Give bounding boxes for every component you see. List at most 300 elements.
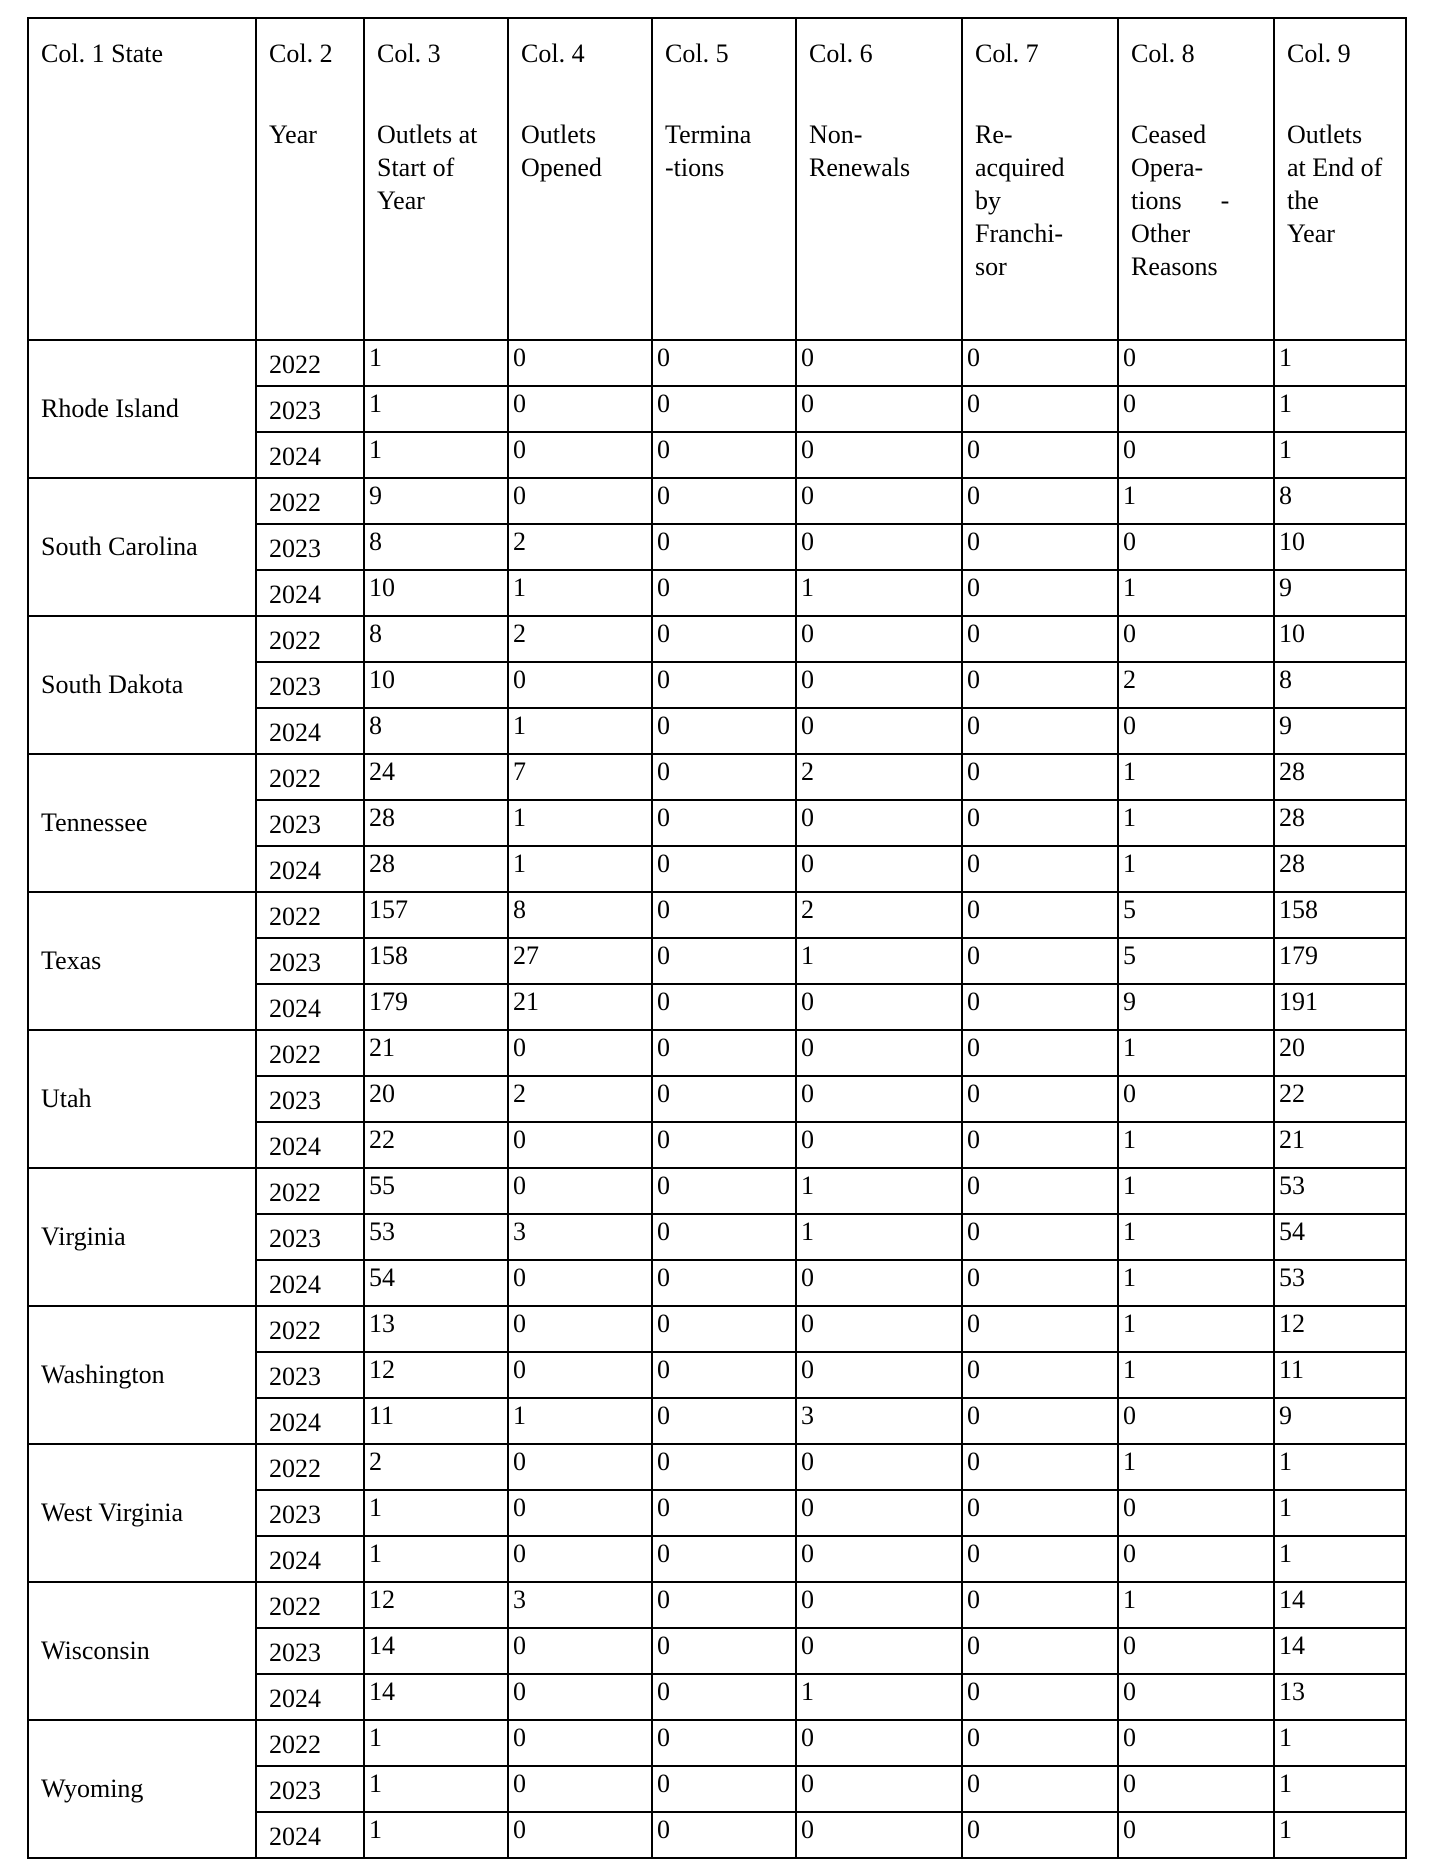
- value-cell-col-7: 0: [962, 1490, 1118, 1536]
- value-cell-col-8: 2: [1118, 662, 1274, 708]
- value-cell-col-3: 12: [364, 1352, 508, 1398]
- value-cell-col-4: 1: [508, 846, 652, 892]
- value-cell-col-8: 0: [1118, 524, 1274, 570]
- value-cell-col-7: 0: [962, 846, 1118, 892]
- value-cell-col-6: 0: [796, 1582, 962, 1628]
- value-cell-col-5: 0: [652, 1352, 796, 1398]
- value-cell-col-4: 0: [508, 1260, 652, 1306]
- value-cell-col-4: 0: [508, 1030, 652, 1076]
- year-cell: 2023: [256, 524, 364, 570]
- value-cell-col-6: 3: [796, 1398, 962, 1444]
- value-cell-col-9: 1: [1274, 1720, 1406, 1766]
- value-cell-col-4: 0: [508, 432, 652, 478]
- value-cell-col-4: 1: [508, 708, 652, 754]
- value-cell-col-7: 0: [962, 478, 1118, 524]
- value-cell-col-4: 0: [508, 662, 652, 708]
- state-name: Texas: [28, 892, 256, 1030]
- value-cell-col-3: 28: [364, 846, 508, 892]
- value-cell-col-5: 0: [652, 938, 796, 984]
- value-cell-col-8: 0: [1118, 616, 1274, 662]
- value-cell-col-8: 0: [1118, 340, 1274, 386]
- year-cell: 2024: [256, 1536, 364, 1582]
- value-cell-col-9: 158: [1274, 892, 1406, 938]
- table-header: [28, 18, 1406, 340]
- value-cell-col-3: 53: [364, 1214, 508, 1260]
- value-cell-col-5: 0: [652, 616, 796, 662]
- value-cell-col-8: 0: [1118, 1490, 1274, 1536]
- value-cell-col-3: 1: [364, 1536, 508, 1582]
- value-cell-col-3: 8: [364, 524, 508, 570]
- value-cell-col-5: 0: [652, 846, 796, 892]
- column-title: Col. 8: [1131, 39, 1195, 68]
- table-row: [28, 1582, 1406, 1628]
- value-cell-col-6: 0: [796, 1812, 962, 1858]
- value-cell-col-4: 2: [508, 616, 652, 662]
- year-cell: 2024: [256, 846, 364, 892]
- value-cell-col-8: 0: [1118, 1076, 1274, 1122]
- value-cell-col-7: 0: [962, 800, 1118, 846]
- value-cell-col-9: 14: [1274, 1582, 1406, 1628]
- value-cell-col-4: 0: [508, 340, 652, 386]
- value-cell-col-6: 0: [796, 1490, 962, 1536]
- value-cell-col-7: 0: [962, 340, 1118, 386]
- value-cell-col-5: 0: [652, 1812, 796, 1858]
- column-title: Col. 3: [377, 39, 441, 68]
- table-row: [28, 754, 1406, 800]
- year-cell: 2024: [256, 1122, 364, 1168]
- year-cell: 2023: [256, 1766, 364, 1812]
- value-cell-col-5: 0: [652, 432, 796, 478]
- value-cell-col-7: 0: [962, 1398, 1118, 1444]
- header-row: [28, 18, 1406, 340]
- state-name: South Dakota: [28, 616, 256, 754]
- value-cell-col-5: 0: [652, 524, 796, 570]
- value-cell-col-3: 158: [364, 938, 508, 984]
- column-title: Col. 1 State: [41, 39, 164, 68]
- value-cell-col-4: 2: [508, 1076, 652, 1122]
- value-cell-col-8: 1: [1118, 1214, 1274, 1260]
- value-cell-col-9: 1: [1274, 340, 1406, 386]
- table-row: [28, 1720, 1406, 1766]
- value-cell-col-9: 20: [1274, 1030, 1406, 1076]
- year-cell: 2024: [256, 570, 364, 616]
- value-cell-col-7: 0: [962, 386, 1118, 432]
- value-cell-col-3: 1: [364, 432, 508, 478]
- column-header-2: [256, 18, 364, 340]
- column-header-4: [508, 18, 652, 340]
- value-cell-col-8: 0: [1118, 708, 1274, 754]
- value-cell-col-4: 2: [508, 524, 652, 570]
- value-cell-col-8: 0: [1118, 1766, 1274, 1812]
- value-cell-col-5: 0: [652, 1076, 796, 1122]
- column-description: Outlets at End of the Year: [1287, 120, 1383, 248]
- column-header-8: [1118, 18, 1274, 340]
- value-cell-col-5: 0: [652, 1628, 796, 1674]
- column-header-1: [28, 18, 256, 340]
- column-description: Outlets at Start of Year: [377, 120, 478, 215]
- value-cell-col-7: 0: [962, 1076, 1118, 1122]
- value-cell-col-3: 24: [364, 754, 508, 800]
- value-cell-col-7: 0: [962, 1122, 1118, 1168]
- value-cell-col-8: 1: [1118, 1260, 1274, 1306]
- value-cell-col-4: 0: [508, 1720, 652, 1766]
- year-cell: 2023: [256, 1628, 364, 1674]
- state-name: Rhode Island: [28, 340, 256, 478]
- value-cell-col-7: 0: [962, 1444, 1118, 1490]
- value-cell-col-9: 53: [1274, 1260, 1406, 1306]
- value-cell-col-4: 0: [508, 386, 652, 432]
- value-cell-col-4: 0: [508, 1306, 652, 1352]
- year-cell: 2023: [256, 938, 364, 984]
- value-cell-col-6: 0: [796, 846, 962, 892]
- value-cell-col-8: 1: [1118, 478, 1274, 524]
- value-cell-col-5: 0: [652, 754, 796, 800]
- column-description: Non- Renewals: [809, 120, 911, 182]
- value-cell-col-4: 0: [508, 1536, 652, 1582]
- value-cell-col-9: 21: [1274, 1122, 1406, 1168]
- value-cell-col-9: 22: [1274, 1076, 1406, 1122]
- value-cell-col-9: 10: [1274, 524, 1406, 570]
- value-cell-col-8: 1: [1118, 846, 1274, 892]
- value-cell-col-9: 28: [1274, 754, 1406, 800]
- table-row: [28, 616, 1406, 662]
- value-cell-col-5: 0: [652, 1536, 796, 1582]
- value-cell-col-8: 0: [1118, 1720, 1274, 1766]
- value-cell-col-4: 27: [508, 938, 652, 984]
- value-cell-col-6: 0: [796, 1306, 962, 1352]
- year-cell: 2022: [256, 616, 364, 662]
- year-cell: 2023: [256, 662, 364, 708]
- value-cell-col-9: 28: [1274, 846, 1406, 892]
- value-cell-col-9: 1: [1274, 386, 1406, 432]
- column-description: Outlets Opened: [521, 120, 602, 182]
- value-cell-col-4: 0: [508, 1352, 652, 1398]
- value-cell-col-3: 179: [364, 984, 508, 1030]
- column-title: Col. 2: [269, 39, 333, 68]
- state-name: Tennessee: [28, 754, 256, 892]
- state-name: Wisconsin: [28, 1582, 256, 1720]
- state-name: South Carolina: [28, 478, 256, 616]
- value-cell-col-6: 2: [796, 892, 962, 938]
- year-cell: 2022: [256, 1030, 364, 1076]
- year-cell: 2024: [256, 708, 364, 754]
- value-cell-col-5: 0: [652, 1444, 796, 1490]
- value-cell-col-6: 1: [796, 938, 962, 984]
- value-cell-col-9: 8: [1274, 662, 1406, 708]
- value-cell-col-3: 11: [364, 1398, 508, 1444]
- value-cell-col-7: 0: [962, 1582, 1118, 1628]
- value-cell-col-5: 0: [652, 1398, 796, 1444]
- value-cell-col-8: 0: [1118, 1398, 1274, 1444]
- value-cell-col-6: 1: [796, 1674, 962, 1720]
- value-cell-col-5: 0: [652, 1306, 796, 1352]
- value-cell-col-8: 0: [1118, 432, 1274, 478]
- value-cell-col-8: 5: [1118, 938, 1274, 984]
- year-cell: 2023: [256, 800, 364, 846]
- column-description: Re- acquired by Franchi- sor: [975, 120, 1065, 281]
- value-cell-col-3: 54: [364, 1260, 508, 1306]
- value-cell-col-9: 1: [1274, 1490, 1406, 1536]
- value-cell-col-6: 0: [796, 1260, 962, 1306]
- value-cell-col-5: 0: [652, 1674, 796, 1720]
- year-cell: 2024: [256, 1812, 364, 1858]
- value-cell-col-6: 0: [796, 1076, 962, 1122]
- value-cell-col-9: 12: [1274, 1306, 1406, 1352]
- value-cell-col-5: 0: [652, 1260, 796, 1306]
- year-cell: 2024: [256, 1674, 364, 1720]
- value-cell-col-7: 0: [962, 938, 1118, 984]
- value-cell-col-9: 10: [1274, 616, 1406, 662]
- value-cell-col-3: 1: [364, 340, 508, 386]
- state-name: Virginia: [28, 1168, 256, 1306]
- value-cell-col-6: 0: [796, 432, 962, 478]
- value-cell-col-9: 9: [1274, 708, 1406, 754]
- value-cell-col-8: 1: [1118, 1444, 1274, 1490]
- value-cell-col-4: 1: [508, 1398, 652, 1444]
- table-row: [28, 478, 1406, 524]
- value-cell-col-3: 12: [364, 1582, 508, 1628]
- value-cell-col-6: 0: [796, 524, 962, 570]
- value-cell-col-4: 0: [508, 1122, 652, 1168]
- value-cell-col-8: 1: [1118, 1122, 1274, 1168]
- value-cell-col-8: 1: [1118, 1352, 1274, 1398]
- value-cell-col-9: 1: [1274, 1766, 1406, 1812]
- table-row: [28, 1306, 1406, 1352]
- year-cell: 2022: [256, 892, 364, 938]
- value-cell-col-9: 1: [1274, 432, 1406, 478]
- value-cell-col-7: 0: [962, 1812, 1118, 1858]
- state-name: Utah: [28, 1030, 256, 1168]
- value-cell-col-5: 0: [652, 892, 796, 938]
- value-cell-col-6: 0: [796, 1628, 962, 1674]
- column-description: Ceased Opera- tions - Other Reasons: [1131, 120, 1230, 281]
- value-cell-col-7: 0: [962, 1214, 1118, 1260]
- year-cell: 2022: [256, 1582, 364, 1628]
- value-cell-col-5: 0: [652, 1490, 796, 1536]
- value-cell-col-4: 7: [508, 754, 652, 800]
- value-cell-col-8: 1: [1118, 1582, 1274, 1628]
- value-cell-col-7: 0: [962, 1030, 1118, 1076]
- column-header-6: [796, 18, 962, 340]
- value-cell-col-7: 0: [962, 1674, 1118, 1720]
- table-row: [28, 1444, 1406, 1490]
- year-cell: 2022: [256, 478, 364, 524]
- value-cell-col-7: 0: [962, 1260, 1118, 1306]
- value-cell-col-8: 1: [1118, 570, 1274, 616]
- value-cell-col-8: 1: [1118, 754, 1274, 800]
- value-cell-col-8: 1: [1118, 800, 1274, 846]
- value-cell-col-5: 0: [652, 708, 796, 754]
- value-cell-col-5: 0: [652, 1030, 796, 1076]
- value-cell-col-7: 0: [962, 1352, 1118, 1398]
- value-cell-col-9: 53: [1274, 1168, 1406, 1214]
- year-cell: 2024: [256, 1260, 364, 1306]
- value-cell-col-5: 0: [652, 1214, 796, 1260]
- year-cell: 2023: [256, 1214, 364, 1260]
- value-cell-col-6: 0: [796, 340, 962, 386]
- value-cell-col-7: 0: [962, 1536, 1118, 1582]
- state-name: West Virginia: [28, 1444, 256, 1582]
- value-cell-col-9: 14: [1274, 1628, 1406, 1674]
- value-cell-col-4: 1: [508, 570, 652, 616]
- value-cell-col-4: 3: [508, 1582, 652, 1628]
- value-cell-col-8: 0: [1118, 1536, 1274, 1582]
- value-cell-col-7: 0: [962, 892, 1118, 938]
- year-cell: 2024: [256, 1398, 364, 1444]
- year-cell: 2022: [256, 1168, 364, 1214]
- value-cell-col-8: 0: [1118, 1812, 1274, 1858]
- value-cell-col-6: 0: [796, 1352, 962, 1398]
- value-cell-col-3: 22: [364, 1122, 508, 1168]
- value-cell-col-9: 11: [1274, 1352, 1406, 1398]
- year-cell: 2022: [256, 1444, 364, 1490]
- value-cell-col-7: 0: [962, 1306, 1118, 1352]
- value-cell-col-7: 0: [962, 754, 1118, 800]
- value-cell-col-3: 13: [364, 1306, 508, 1352]
- value-cell-col-4: 0: [508, 1444, 652, 1490]
- value-cell-col-8: 1: [1118, 1030, 1274, 1076]
- value-cell-col-4: 0: [508, 1674, 652, 1720]
- value-cell-col-5: 0: [652, 340, 796, 386]
- value-cell-col-4: 21: [508, 984, 652, 1030]
- value-cell-col-3: 1: [364, 1812, 508, 1858]
- value-cell-col-4: 8: [508, 892, 652, 938]
- value-cell-col-6: 0: [796, 1030, 962, 1076]
- value-cell-col-4: 0: [508, 1766, 652, 1812]
- year-cell: 2023: [256, 1352, 364, 1398]
- value-cell-col-7: 0: [962, 708, 1118, 754]
- value-cell-col-4: 0: [508, 478, 652, 524]
- value-cell-col-6: 2: [796, 754, 962, 800]
- value-cell-col-3: 55: [364, 1168, 508, 1214]
- year-cell: 2022: [256, 1306, 364, 1352]
- value-cell-col-5: 0: [652, 984, 796, 1030]
- value-cell-col-8: 5: [1118, 892, 1274, 938]
- column-header-3: [364, 18, 508, 340]
- value-cell-col-3: 28: [364, 800, 508, 846]
- value-cell-col-6: 1: [796, 1168, 962, 1214]
- value-cell-col-7: 0: [962, 1628, 1118, 1674]
- year-cell: 2024: [256, 432, 364, 478]
- value-cell-col-5: 0: [652, 1582, 796, 1628]
- value-cell-col-3: 1: [364, 1490, 508, 1536]
- year-cell: 2022: [256, 340, 364, 386]
- year-cell: 2024: [256, 984, 364, 1030]
- value-cell-col-3: 8: [364, 708, 508, 754]
- value-cell-col-6: 0: [796, 984, 962, 1030]
- value-cell-col-6: 1: [796, 570, 962, 616]
- value-cell-col-7: 0: [962, 984, 1118, 1030]
- value-cell-col-9: 13: [1274, 1674, 1406, 1720]
- value-cell-col-9: 191: [1274, 984, 1406, 1030]
- value-cell-col-3: 14: [364, 1674, 508, 1720]
- value-cell-col-3: 1: [364, 1766, 508, 1812]
- value-cell-col-4: 0: [508, 1490, 652, 1536]
- value-cell-col-6: 0: [796, 616, 962, 662]
- value-cell-col-6: 0: [796, 1766, 962, 1812]
- value-cell-col-8: 0: [1118, 386, 1274, 432]
- value-cell-col-4: 1: [508, 800, 652, 846]
- value-cell-col-6: 0: [796, 1720, 962, 1766]
- value-cell-col-6: 1: [796, 1214, 962, 1260]
- state-name: Washington: [28, 1306, 256, 1444]
- table-body: [28, 340, 1406, 1858]
- value-cell-col-7: 0: [962, 662, 1118, 708]
- value-cell-col-9: 179: [1274, 938, 1406, 984]
- column-title: Col. 5: [665, 39, 729, 68]
- value-cell-col-8: 0: [1118, 1628, 1274, 1674]
- value-cell-col-3: 20: [364, 1076, 508, 1122]
- value-cell-col-7: 0: [962, 570, 1118, 616]
- value-cell-col-4: 0: [508, 1812, 652, 1858]
- value-cell-col-5: 0: [652, 386, 796, 432]
- value-cell-col-5: 0: [652, 662, 796, 708]
- value-cell-col-6: 0: [796, 478, 962, 524]
- value-cell-col-9: 1: [1274, 1536, 1406, 1582]
- value-cell-col-3: 9: [364, 478, 508, 524]
- value-cell-col-5: 0: [652, 570, 796, 616]
- value-cell-col-9: 9: [1274, 570, 1406, 616]
- value-cell-col-3: 10: [364, 570, 508, 616]
- value-cell-col-6: 0: [796, 1122, 962, 1168]
- year-cell: 2022: [256, 1720, 364, 1766]
- value-cell-col-6: 0: [796, 800, 962, 846]
- franchise-outlets-table: [27, 17, 1407, 1859]
- value-cell-col-5: 0: [652, 1766, 796, 1812]
- value-cell-col-3: 157: [364, 892, 508, 938]
- value-cell-col-9: 28: [1274, 800, 1406, 846]
- value-cell-col-6: 0: [796, 1536, 962, 1582]
- state-name: Wyoming: [28, 1720, 256, 1858]
- value-cell-col-3: 8: [364, 616, 508, 662]
- column-header-5: [652, 18, 796, 340]
- year-cell: 2023: [256, 1490, 364, 1536]
- value-cell-col-7: 0: [962, 1720, 1118, 1766]
- value-cell-col-7: 0: [962, 524, 1118, 570]
- value-cell-col-5: 0: [652, 1122, 796, 1168]
- table-row: [28, 892, 1406, 938]
- value-cell-col-8: 9: [1118, 984, 1274, 1030]
- value-cell-col-5: 0: [652, 1168, 796, 1214]
- value-cell-col-7: 0: [962, 616, 1118, 662]
- column-title: Col. 9: [1287, 39, 1351, 68]
- value-cell-col-3: 14: [364, 1628, 508, 1674]
- column-title: Col. 4: [521, 39, 585, 68]
- year-cell: 2023: [256, 1076, 364, 1122]
- value-cell-col-8: 1: [1118, 1168, 1274, 1214]
- value-cell-col-3: 21: [364, 1030, 508, 1076]
- value-cell-col-9: 9: [1274, 1398, 1406, 1444]
- value-cell-col-7: 0: [962, 1168, 1118, 1214]
- value-cell-col-4: 3: [508, 1214, 652, 1260]
- value-cell-col-3: 1: [364, 1720, 508, 1766]
- year-cell: 2022: [256, 754, 364, 800]
- value-cell-col-8: 0: [1118, 1674, 1274, 1720]
- value-cell-col-5: 0: [652, 478, 796, 524]
- value-cell-col-7: 0: [962, 1766, 1118, 1812]
- value-cell-col-3: 2: [364, 1444, 508, 1490]
- value-cell-col-7: 0: [962, 432, 1118, 478]
- year-cell: 2023: [256, 386, 364, 432]
- column-description: Termina -tions: [665, 120, 752, 182]
- value-cell-col-4: 0: [508, 1168, 652, 1214]
- column-title: Col. 7: [975, 39, 1039, 68]
- value-cell-col-9: 1: [1274, 1812, 1406, 1858]
- value-cell-col-3: 1: [364, 386, 508, 432]
- table-row: [28, 1030, 1406, 1076]
- value-cell-col-9: 8: [1274, 478, 1406, 524]
- value-cell-col-8: 1: [1118, 1306, 1274, 1352]
